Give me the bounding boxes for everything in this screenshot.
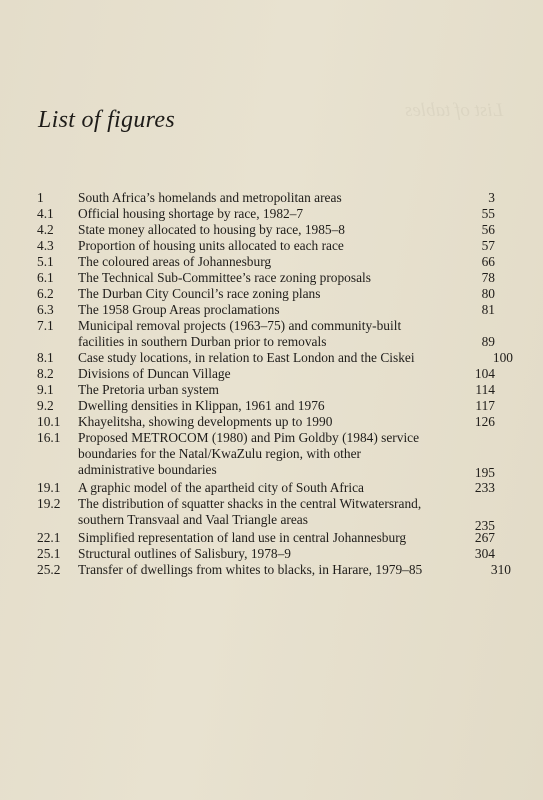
- figure-number: 8.1: [37, 350, 54, 365]
- caption-line: Transfer of dwellings from whites to blacks, in Harare, 1979–85: [78, 562, 423, 577]
- caption-line: South Africa’s homelands and metropolitan areas: [78, 190, 342, 205]
- figure-number: 6.1: [37, 270, 54, 285]
- page-number: 117: [475, 398, 495, 413]
- page-number: 89: [481, 334, 495, 349]
- figure-number: 8.2: [37, 366, 54, 381]
- page-number: 267: [474, 530, 495, 545]
- figure-caption: [78, 190, 468, 206]
- page-number: 81: [481, 302, 495, 317]
- page-number: 126: [474, 414, 495, 429]
- figure-caption: [78, 350, 468, 366]
- figure-number: 1: [37, 190, 44, 205]
- page-number: 233: [474, 480, 495, 495]
- figure-number: 4.3: [37, 238, 54, 253]
- figure-caption: [78, 238, 468, 254]
- page-number: 66: [481, 254, 495, 269]
- figure-number: 25.2: [37, 562, 61, 577]
- caption-line: boundaries for the Natal/KwaZulu region, with other: [78, 446, 361, 461]
- figure-caption: [78, 398, 468, 414]
- caption-line: Proposed METROCOM (1980) and Pim Goldby (1984) service: [78, 430, 420, 445]
- figure-caption: [78, 382, 468, 398]
- figure-caption: [78, 430, 468, 478]
- page-number: 310: [490, 562, 511, 577]
- caption-line: State money allocated to housing by race, 1985–8: [78, 222, 346, 237]
- figure-caption: [78, 366, 468, 382]
- caption-line: The 1958 Group Areas proclamations: [78, 302, 280, 317]
- figure-caption: [78, 254, 468, 270]
- figure-caption: [78, 286, 468, 302]
- caption-line: facilities in southern Durban prior to removals: [78, 334, 327, 349]
- figure-caption: [78, 270, 468, 286]
- caption-line: Case study locations, in relation to East London and the Ciskei: [78, 350, 415, 365]
- figure-number: 4.2: [37, 222, 54, 237]
- caption-line: Structural outlines of Salisbury, 1978–9: [78, 546, 291, 561]
- figure-caption: [78, 480, 468, 496]
- page-number: 78: [481, 270, 495, 285]
- caption-line: administrative boundaries: [78, 462, 217, 477]
- page-number: 100: [492, 350, 513, 365]
- page-number: 55: [481, 206, 495, 221]
- figure-number: 6.2: [37, 286, 54, 301]
- caption-line: Municipal removal projects (1963–75) and community-built: [78, 318, 402, 333]
- caption-line: Dwelling densities in Klippan, 1961 and 1976: [78, 398, 325, 413]
- figure-number: 6.3: [37, 302, 54, 317]
- page-number: 195: [474, 465, 495, 480]
- caption-line: The coloured areas of Johannesburg: [78, 254, 272, 269]
- figure-number: 9.1: [37, 382, 54, 397]
- figure-number: 10.1: [37, 414, 61, 429]
- figure-number: 9.2: [37, 398, 54, 413]
- page-number: 104: [474, 366, 495, 381]
- page-number: 56: [481, 222, 495, 237]
- figure-number: 16.1: [37, 430, 61, 445]
- caption-line: The distribution of squatter shacks in the central Witwatersrand,: [78, 496, 422, 511]
- figure-caption: [78, 222, 468, 238]
- figure-number: 19.1: [37, 480, 61, 495]
- figure-number: 25.1: [37, 546, 61, 561]
- figure-caption: [78, 562, 468, 578]
- page-number: 235: [474, 518, 495, 533]
- figure-caption: [78, 496, 468, 528]
- page-title: List of figures: [38, 107, 175, 133]
- figure-caption: [78, 302, 468, 318]
- figure-caption: [78, 530, 468, 546]
- page-number: 80: [481, 286, 495, 301]
- figure-number: 5.1: [37, 254, 54, 269]
- caption-line: Official housing shortage by race, 1982–7: [78, 206, 304, 221]
- figure-caption: [78, 206, 468, 222]
- page-number: 304: [474, 546, 495, 561]
- page-number: 114: [475, 382, 495, 397]
- figure-caption: [78, 318, 468, 350]
- page-number: 57: [481, 238, 495, 253]
- caption-line: A graphic model of the apartheid city of South Africa: [78, 480, 364, 495]
- figure-number: 19.2: [37, 496, 61, 511]
- show-through-text: List of tables: [405, 100, 504, 121]
- figure-number: 7.1: [37, 318, 54, 333]
- caption-line: The Technical Sub-Committee’s race zoning proposals: [78, 270, 371, 285]
- caption-line: The Durban City Council’s race zoning plans: [78, 286, 321, 301]
- page-number: 3: [488, 190, 495, 205]
- caption-line: southern Transvaal and Vaal Triangle areas: [78, 512, 308, 527]
- figure-number: 4.1: [37, 206, 54, 221]
- caption-line: Simplified representation of land use in central Johannesburg: [78, 530, 407, 545]
- caption-line: The Pretoria urban system: [78, 382, 219, 397]
- caption-line: Khayelitsha, showing developments up to 1990: [78, 414, 333, 429]
- figure-caption: [78, 414, 468, 430]
- figure-caption: [78, 546, 468, 562]
- caption-line: Proportion of housing units allocated to each race: [78, 238, 344, 253]
- figure-number: 22.1: [37, 530, 61, 545]
- caption-line: Divisions of Duncan Village: [78, 366, 231, 381]
